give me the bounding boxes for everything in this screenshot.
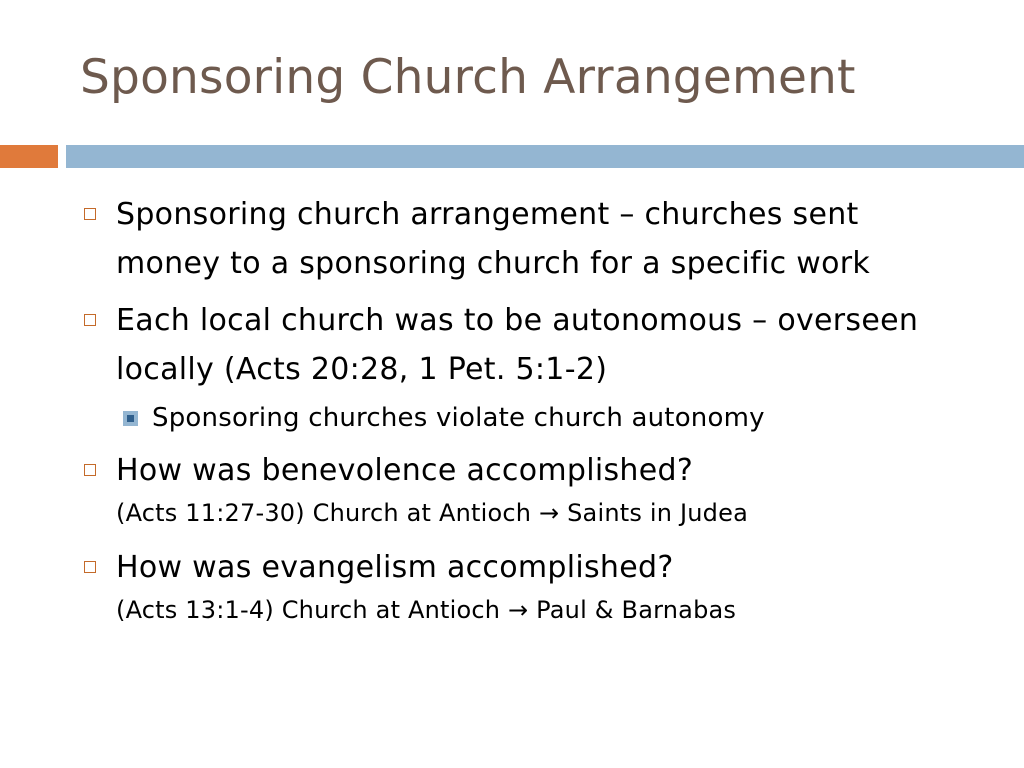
hollow-square-bullet-icon [84, 314, 96, 326]
accent-bar-orange [0, 145, 58, 168]
hollow-square-bullet-icon [84, 561, 96, 573]
bullet-reference-line: (Acts 11:27-30) Church at Antioch → Saints in Judea [116, 499, 748, 527]
accent-bar-blue [66, 145, 1024, 168]
bullet-item [80, 190, 980, 288]
bullet-line: How was benevolence accomplished? [116, 453, 694, 488]
bullet-item [80, 296, 980, 394]
bullet-line: Sponsoring church arrangement – churches sent [116, 197, 859, 232]
sub-bullet-item [80, 398, 980, 438]
bullet-line: How was evangelism accomplished? [116, 550, 674, 585]
sub-bullet-line: Sponsoring churches violate church autonomy [152, 403, 765, 433]
bullet-line: Each local church was to be autonomous – overseen [116, 303, 919, 338]
slide-content [80, 190, 980, 628]
hollow-square-bullet-icon [84, 208, 96, 220]
bullet-item [80, 446, 980, 531]
filled-square-bullet-icon [123, 411, 138, 426]
bullet-line: money to a sponsoring church for a specific work [116, 246, 871, 281]
bullet-item [80, 543, 980, 628]
hollow-square-bullet-icon [84, 464, 96, 476]
slide-title: Sponsoring Church Arrangement [80, 50, 856, 105]
bullet-reference-line: (Acts 13:1-4) Church at Antioch → Paul & Barnabas [116, 596, 737, 624]
bullet-line: locally (Acts 20:28, 1 Pet. 5:1-2) [116, 352, 608, 387]
